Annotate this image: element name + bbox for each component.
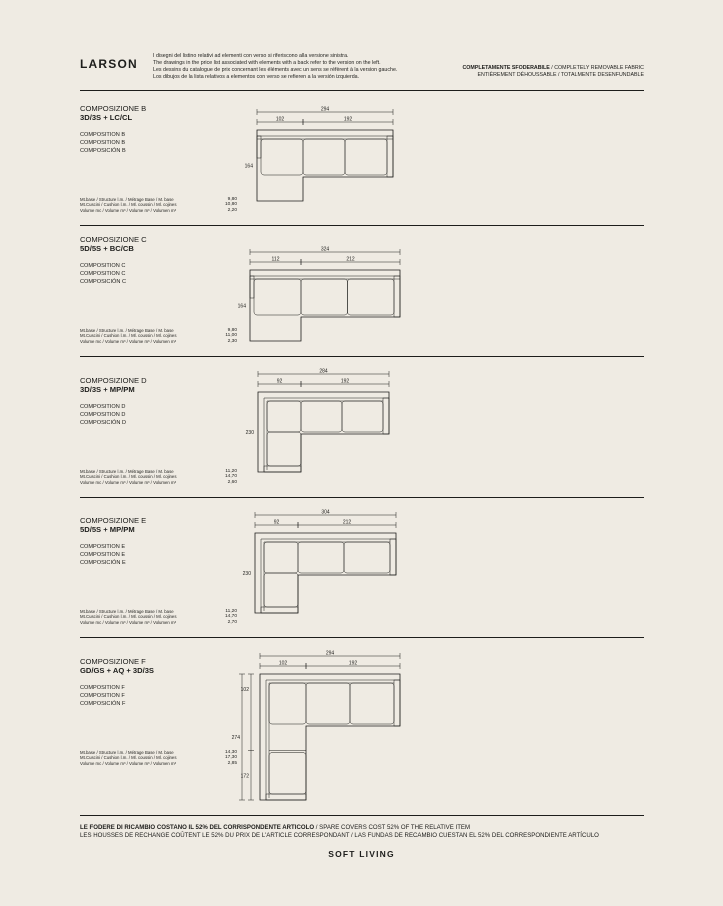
composition-title: COMPOSIZIONE E <box>80 516 147 525</box>
composition-translation: COMPOSICIÓN F <box>80 701 126 707</box>
composition-title: COMPOSIZIONE F <box>80 657 146 666</box>
measure-label: Mt.base / Structure l.m. / Métrage Base / M. base <box>80 197 174 202</box>
footer-bold: LE FODERE DI RICAMBIO COSTANO IL 52% DEL CORRISPONDENTE ARTICOLO <box>80 824 315 831</box>
seat-cushion <box>350 683 394 724</box>
measure-value: 11,20 <box>225 609 237 614</box>
composition-translation: COMPOSICIÓN C <box>80 279 126 285</box>
composition-title: COMPOSIZIONE D <box>80 376 147 385</box>
dimension-label: 192 <box>340 378 350 385</box>
measure-label: Volume mc / Volume m³ / Volume m³ / Volumen m³ <box>80 207 176 213</box>
note-line-es: Los dibujos de la lista relativos a elementos con verso se refieren a la versión izquierda. <box>153 74 360 81</box>
footer-line2: LES HOUSSES DE RECHANGE COÛTENT LE 52% DU PRIX DE L'ARTICLE CORRESPONDANT / LAS FUNDAS DE RECAMBIO CUESTAN EL 52% DEL CORRESPONDIENTE ARTÍCULO <box>80 832 599 839</box>
dimension-label: 164 <box>237 303 246 310</box>
measure-value: 14,70 <box>224 614 237 620</box>
seat-cushion <box>345 139 387 175</box>
sofa-armrest <box>261 607 298 613</box>
composition-code: 3D/3S + LC/CL <box>80 113 133 122</box>
sofa-backrest <box>269 683 394 798</box>
cover-rest: / COMPLETELY REMOVABLE FABRIC <box>549 65 644 71</box>
sofa-armrest <box>383 398 389 434</box>
dimension-label: 294 <box>320 106 330 113</box>
footer-rest: / SPARE COVERS COST 52% OF THE RELATIVE ITEM <box>314 824 471 831</box>
composition-code: GD/GS + AQ + 3D/3S <box>80 666 154 675</box>
sofa-backrest <box>266 680 400 800</box>
composition-diagram <box>232 651 400 801</box>
dimension-label: 192 <box>348 660 358 667</box>
composition-translation: COMPOSICIÓN D <box>80 420 126 426</box>
dimension-label: 92 <box>276 378 283 385</box>
composition-translation: COMPOSITION F <box>80 685 125 691</box>
sofa-armrest <box>257 136 261 158</box>
seat-cushion <box>264 542 298 573</box>
composition-code: 5D/5S + BC/CB <box>80 244 134 253</box>
seat-cushion <box>267 401 301 432</box>
seat-cushion <box>254 279 301 315</box>
composition-translation: COMPOSITION F <box>80 693 125 699</box>
note-line-fr: Les dessins du catalogue de prix concernant les éléments avec un sens se réfèrent à la version gauche. <box>153 67 398 74</box>
sofa-armrest <box>394 276 400 317</box>
dimension-label: 230 <box>242 571 251 577</box>
dimension-label: 324 <box>320 246 330 253</box>
seat-cushion <box>269 683 306 724</box>
composition-diagram <box>243 510 396 614</box>
measure-value: 2,20 <box>227 207 237 213</box>
composition-code: 3D/3S + MP/PM <box>80 385 135 394</box>
dimension-label: 92 <box>273 519 280 526</box>
measure-value: 2,30 <box>227 338 237 344</box>
measure-value: 11,00 <box>225 333 237 339</box>
composition-translation: COMPOSITION D <box>80 404 126 410</box>
brand-title: LARSON <box>80 57 138 71</box>
sofa-backrest <box>264 398 389 472</box>
composition-translation: COMPOSITION E <box>80 552 126 558</box>
measure-label: Mt.Cuscini / Cushion l.m. / Ml. coussin / Ml. cojines <box>80 202 177 208</box>
composition-code: 5D/5S + MP/PM <box>80 525 135 534</box>
dimension-label: 102 <box>240 687 249 693</box>
measure-label: Volume mc / Volume m³ / Volume m³ / Volumen m³ <box>80 338 176 344</box>
measure-value: 2,60 <box>227 479 237 485</box>
measure-value: 17,30 <box>224 755 237 761</box>
cover-bold: COMPLETAMENTE SFODERABILE <box>462 65 550 71</box>
seat-cushion <box>348 279 395 315</box>
composition-translation: COMPOSITION B <box>80 132 126 138</box>
seat-cushion <box>269 753 306 794</box>
measure-label: Mt.base / Structure l.m. / Métrage Base / M. base <box>80 750 174 755</box>
cover-line2: ENTIÈREMENT DÉHOUSSABLE / TOTALMENTE DESENFUNDABLE <box>477 72 644 78</box>
sofa-armrest <box>387 136 393 177</box>
seat-cushion <box>344 542 390 573</box>
measure-label: Mt.base / Structure l.m. / Métrage Base / M. base <box>80 469 174 474</box>
composition-diagram <box>246 369 389 473</box>
composition-translation: COMPOSITION E <box>80 544 126 550</box>
measure-value: 11,20 <box>225 469 237 474</box>
sofa-backrest <box>261 539 396 613</box>
measure-value: 14,30 <box>224 750 237 755</box>
composition-diagram <box>238 247 400 342</box>
measure-value: 14,70 <box>224 474 237 480</box>
seat-cushion <box>298 542 344 573</box>
measure-label: Mt.Cuscini / Cushion l.m. / Ml. coussin / Ml. cojines <box>80 474 177 480</box>
measure-value: 9,80 <box>227 197 237 202</box>
footer-brand: SOFT LIVING <box>328 849 395 859</box>
dimension-label: 212 <box>342 519 352 526</box>
sofa-outline <box>250 270 400 341</box>
seat-cushion <box>267 432 301 466</box>
measure-value: 10,80 <box>224 202 237 208</box>
sofa-backrest <box>264 542 390 611</box>
composition-diagram <box>245 107 393 202</box>
dimension-label: 284 <box>319 368 328 375</box>
dimension-label: 304 <box>321 509 330 516</box>
footer-divider <box>80 815 644 816</box>
note-line-it: I disegni del listino relativi ad elementi con verso si riferiscono alla versione sinistra. <box>153 53 349 59</box>
composition-translation: COMPOSITION C <box>80 263 126 269</box>
dimension-label: 102 <box>275 116 285 123</box>
measure-label: Mt.base / Structure l.m. / Métrage Base / M. base <box>80 328 174 333</box>
dimension-label: 172 <box>240 773 249 780</box>
sofa-armrest <box>390 539 396 575</box>
sofa-backrest <box>267 401 383 470</box>
seat-cushion <box>306 683 350 724</box>
measure-value: 9,80 <box>227 328 237 333</box>
dimension-label: 230 <box>245 430 254 436</box>
sofa-armrest <box>266 794 306 800</box>
measure-label: Mt.Cuscini / Cushion l.m. / Ml. coussin / Ml. cojines <box>80 755 177 761</box>
composition-translation: COMPOSITION D <box>80 412 126 418</box>
measure-label: Volume mc / Volume m³ / Volume m³ / Volumen m³ <box>80 479 176 485</box>
seat-cushion <box>301 279 348 315</box>
dimension-label: 102 <box>278 660 288 667</box>
measure-label: Mt.base / Structure l.m. / Métrage Base / M. base <box>80 609 174 614</box>
dimension-label: 164 <box>244 163 253 170</box>
sofa-armrest <box>250 276 254 298</box>
composition-translation: COMPOSICIÓN E <box>80 560 126 566</box>
composition-title: COMPOSIZIONE C <box>80 235 147 244</box>
seat-cushion <box>303 139 345 175</box>
dimension-label: 212 <box>346 256 355 263</box>
seat-cushion <box>261 139 303 175</box>
dimension-label: 192 <box>343 116 353 123</box>
composition-translation: COMPOSITION B <box>80 140 126 146</box>
composition-translation: COMPOSICIÓN B <box>80 148 126 154</box>
measure-value: 2,85 <box>227 760 237 766</box>
measure-label: Volume mc / Volume m³ / Volume m³ / Volumen m³ <box>80 760 176 766</box>
seat-cushion <box>264 573 298 607</box>
dimension-label: 112 <box>271 256 280 263</box>
dimension-label: 274 <box>231 735 240 741</box>
measure-label: Volume mc / Volume m³ / Volume m³ / Volumen m³ <box>80 619 176 625</box>
measure-label: Mt.Cuscini / Cushion l.m. / Ml. coussin / Ml. cojines <box>80 614 177 620</box>
composition-translation: COMPOSITION C <box>80 271 126 277</box>
sofa-outline <box>260 674 400 800</box>
composition-title: COMPOSIZIONE B <box>80 104 147 113</box>
note-line-en: The drawings in the price list associated with elements with a back refer to the version on the left. <box>153 60 381 67</box>
sofa-armrest <box>264 466 301 472</box>
spare-covers-note <box>80 824 680 840</box>
seat-cushion <box>301 401 342 432</box>
sofa-armrest <box>394 680 400 726</box>
dimension-label: 294 <box>325 650 335 657</box>
measure-value: 2,70 <box>227 619 237 625</box>
seat-cushion <box>342 401 383 432</box>
measure-label: Mt.Cuscini / Cushion l.m. / Ml. coussin / Ml. cojines <box>80 333 177 339</box>
sofa-outline <box>257 130 393 201</box>
